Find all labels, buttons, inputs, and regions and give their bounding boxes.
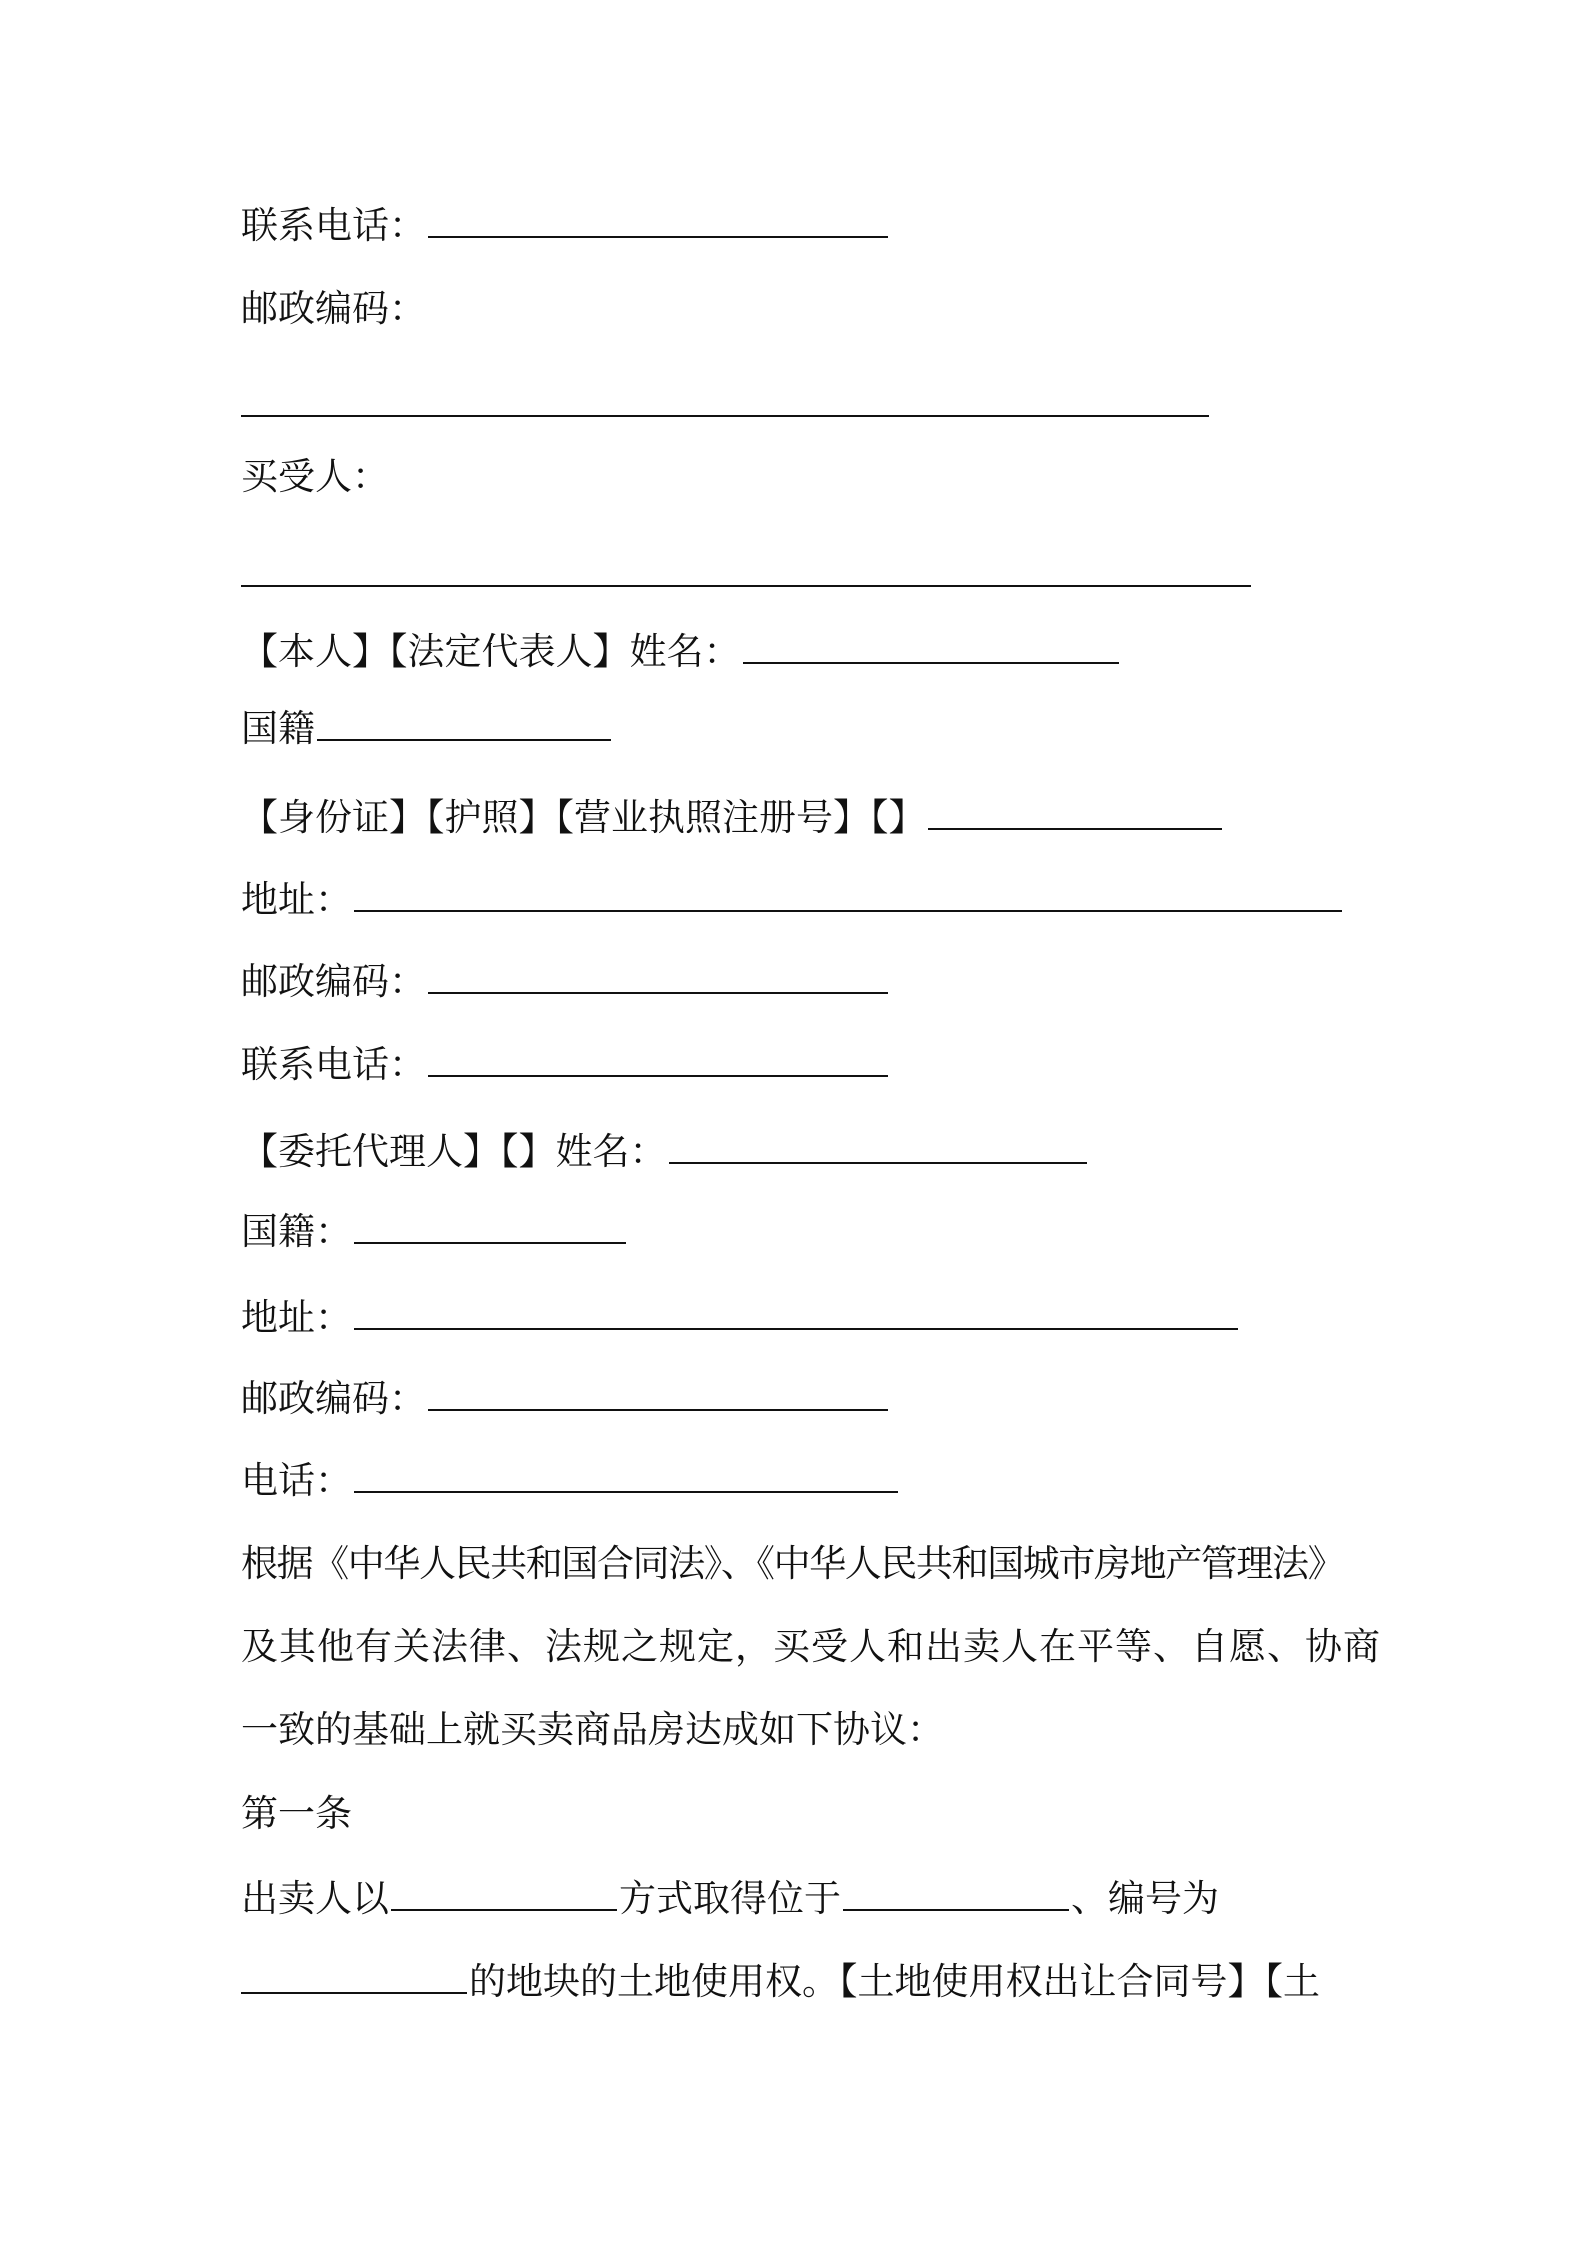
preamble-line-3: 一致的基础上就买卖商品房达成如下协议： xyxy=(241,1708,944,1751)
buyer-id-blank[interactable] xyxy=(928,798,1222,830)
buyer-phone-label: 联系电话： xyxy=(241,1043,426,1086)
agent-phone-label: 电话： xyxy=(241,1459,352,1502)
article-heading: 第一条 xyxy=(241,1792,352,1835)
acquisition-method-blank[interactable] xyxy=(391,1879,617,1911)
seller-postal-blank[interactable] xyxy=(241,415,1209,417)
buyer-address-blank[interactable] xyxy=(354,880,1342,912)
buyer-nationality-label: 国籍 xyxy=(241,707,315,750)
buyer-address-row xyxy=(241,878,1344,922)
article1-line-1 xyxy=(241,1877,1219,1921)
buyer-label: 买受人： xyxy=(241,455,389,498)
buyer-address-label: 地址： xyxy=(241,878,352,921)
buyer-principal-label: 【本人】【法定代表人】姓名： xyxy=(241,630,741,673)
seller-postal-label: 邮政编码： xyxy=(241,287,426,330)
buyer-nationality-blank[interactable] xyxy=(317,709,611,741)
agent-label: 【委托代理人】【】姓名： xyxy=(241,1130,667,1173)
seller-phone-label: 联系电话： xyxy=(241,204,426,247)
seller-phone-row xyxy=(241,204,890,248)
article1-seg-2: 方式取得位于 xyxy=(619,1877,841,1920)
buyer-id-label: 【身份证】【护照】【营业执照注册号】【】 xyxy=(241,796,926,839)
buyer-postal-label: 邮政编码： xyxy=(241,960,426,1003)
agent-address-label: 地址： xyxy=(241,1296,352,1339)
agent-phone-blank[interactable] xyxy=(354,1461,898,1493)
article1-seg-3: 、编号为 xyxy=(1071,1877,1219,1920)
buyer-postal-blank[interactable] xyxy=(428,962,888,994)
buyer-principal-blank[interactable] xyxy=(743,632,1119,664)
agent-address-row xyxy=(241,1296,1240,1340)
agent-postal-row xyxy=(241,1377,890,1421)
article1-line-2 xyxy=(241,1960,1320,2004)
agent-postal-blank[interactable] xyxy=(428,1379,888,1411)
parcel-number-blank[interactable] xyxy=(241,1962,467,1994)
buyer-id-row xyxy=(241,796,1224,840)
buyer-phone-row xyxy=(241,1043,890,1087)
agent-address-blank[interactable] xyxy=(354,1298,1238,1330)
agent-postal-label: 邮政编码： xyxy=(241,1377,426,1420)
buyer-row xyxy=(241,455,389,499)
buyer-phone-blank[interactable] xyxy=(428,1045,888,1077)
agent-nationality-row xyxy=(241,1210,628,1254)
article1-seg-1: 出卖人以 xyxy=(241,1877,389,1920)
agent-row xyxy=(241,1130,1089,1174)
buyer-name-blank[interactable] xyxy=(241,585,1251,587)
agent-name-blank[interactable] xyxy=(669,1132,1087,1164)
preamble-line-1: 根据《中华人民共和国合同法》、《中华人民共和国城市房地产管理法》 xyxy=(241,1542,1344,1585)
article1-seg-4: 的地块的土地使用权。【土地使用权出让合同号】【土 xyxy=(469,1960,1320,2003)
seller-postal-row xyxy=(241,287,426,331)
buyer-postal-row xyxy=(241,960,890,1004)
agent-nationality-label: 国籍： xyxy=(241,1210,352,1253)
buyer-principal-row xyxy=(241,630,1121,674)
buyer-nationality-row xyxy=(241,707,613,751)
location-blank[interactable] xyxy=(843,1879,1069,1911)
agent-phone-row xyxy=(241,1459,900,1503)
seller-phone-blank[interactable] xyxy=(428,206,888,238)
agent-nationality-blank[interactable] xyxy=(354,1212,626,1244)
preamble-line-2: 及其他有关法律、法规之规定，买受人和出卖人在平等、自愿、协商 xyxy=(241,1625,1381,1668)
